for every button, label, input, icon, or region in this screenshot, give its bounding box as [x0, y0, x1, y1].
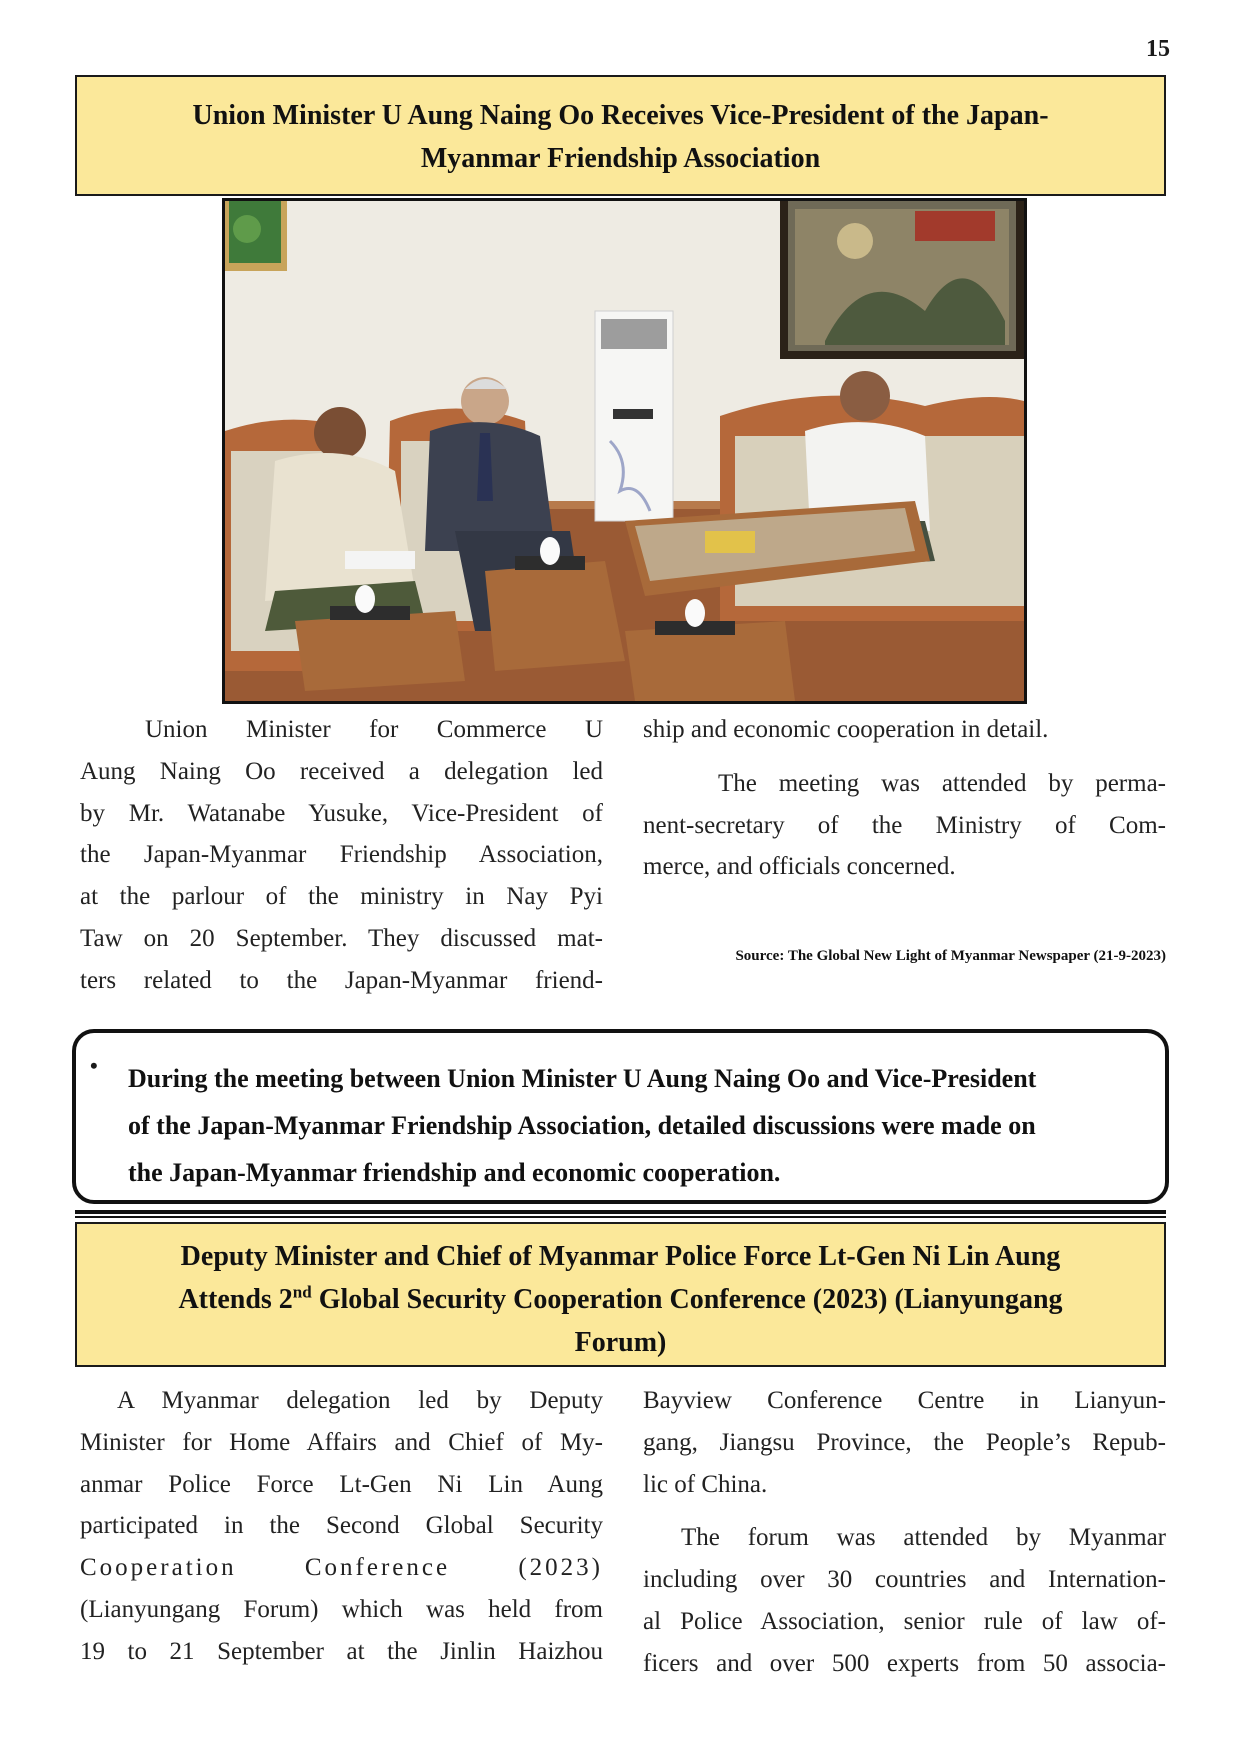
article1-column-left	[80, 709, 603, 1002]
text-line: 19 to 21 September at the Jinlin Haizhou	[80, 1637, 603, 1665]
text-line: merce, and officials concerned.	[643, 853, 956, 881]
text-line: The forum was attended by Myanmar	[681, 1524, 1166, 1552]
article2-column-left	[80, 1380, 603, 1673]
meeting-photo-illustration	[225, 201, 1024, 701]
summary-line: the Japan-Myanmar friendship and economic cooperation.	[128, 1158, 781, 1187]
text-line: Aung Naing Oo received a delegation led	[80, 757, 603, 785]
summary-box	[72, 1029, 1169, 1204]
divider	[75, 1210, 1166, 1214]
text-line: ters related to the Japan-Myanmar friend-	[80, 966, 603, 994]
divider	[75, 1216, 1166, 1218]
text-line: Cooperation Conference (2023)	[80, 1554, 603, 1582]
text-line: ficers and over 500 experts from 50 associa-	[643, 1649, 1166, 1677]
article2-column-right	[643, 1380, 1166, 1685]
text-line: (Lianyungang Forum) which was held from	[80, 1595, 603, 1623]
text-line: A Myanmar delegation led by Deputy	[117, 1387, 603, 1414]
meeting-photo	[222, 198, 1027, 704]
text-line: including over 30 countries and Internation-	[643, 1566, 1166, 1594]
text-line: Minister for Home Affairs and Chief of My-	[80, 1428, 603, 1456]
text-line: nent-secretary of the Ministry of Com-	[643, 811, 1166, 839]
title-text: Global Security Cooperation Conference (2023) (Lianyungang	[311, 1284, 1063, 1315]
summary-line: During the meeting between Union Minister U Aung Naing Oo and Vice-President	[128, 1064, 1037, 1093]
article1-title-line: Myanmar Friendship Association	[420, 143, 821, 174]
summary-line: of the Japan-Myanmar Friendship Association, detailed discussions were made on	[128, 1111, 1036, 1140]
text-line: gang, Jiangsu Province, the People’s Repub-	[643, 1428, 1166, 1456]
article1-title	[75, 75, 1166, 196]
article2-title-line	[77, 1278, 1164, 1321]
article2-title-line: Deputy Minister and Chief of Myanmar Police Force Lt-Gen Ni Lin Aung	[180, 1241, 1061, 1272]
article1-title-line: Union Minister U Aung Naing Oo Receives Vice-President of the Japan-	[192, 100, 1049, 131]
source-citation: Source: The Global New Light of Myanmar Newspaper (21-9-2023)	[735, 948, 1166, 964]
text-line: The meeting was attended by perma-	[718, 769, 1166, 797]
text-line: Taw on 20 September. They discussed mat-	[80, 924, 603, 952]
summary-text	[128, 1055, 1153, 1196]
text-line: at the parlour of the ministry in Nay Pyi	[80, 883, 603, 911]
text-line: lic of China.	[643, 1470, 768, 1498]
text-line: Union Minister for Commerce U	[145, 716, 603, 743]
text-line: the Japan-Myanmar Friendship Association,	[80, 841, 603, 869]
text-line: participated in the Second Global Security	[80, 1512, 603, 1540]
text-line: al Police Association, senior rule of law of-	[643, 1607, 1166, 1635]
page-number: 15	[1146, 36, 1170, 62]
title-superscript: nd	[292, 1282, 312, 1302]
article2-title	[75, 1222, 1166, 1367]
article2-title-line: Forum)	[574, 1327, 667, 1358]
text-line: by Mr. Watanabe Yusuke, Vice-President of	[80, 799, 603, 827]
text-line: Bayview Conference Centre in Lianyun-	[643, 1387, 1166, 1414]
text-line: anmar Police Force Lt-Gen Ni Lin Aung	[80, 1470, 603, 1498]
text-line: ship and economic cooperation in detail.	[643, 716, 1049, 743]
article1-column-right	[643, 709, 1166, 888]
title-text: Attends 2	[178, 1284, 293, 1315]
bullet-icon: •	[90, 1053, 98, 1078]
